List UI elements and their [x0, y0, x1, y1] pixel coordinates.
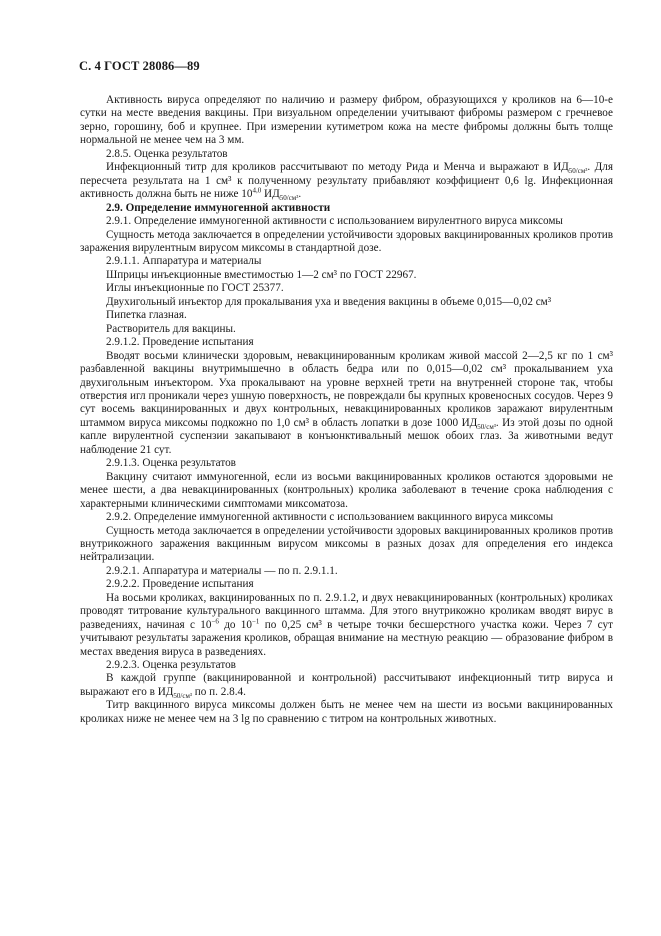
paragraph-titer-requirement: Титр вакцинного вируса миксомы должен быть не менее чем на шести из восьми вакцинированных кроликах ниже не менее чем на 3 lg по сравнению с титром на контрольных животных. [80, 699, 613, 725]
section-2-9-1-1: 2.9.1.1. Аппаратура и материалы [106, 255, 262, 268]
document-body [80, 94, 613, 726]
section-2-9-2: 2.9.2. Определение иммуногенной активности с использованием вакцинного вируса миксомы [106, 511, 554, 524]
paragraph-method-essence-1: Сущность метода заключается в определении устойчивости здоровых вакцинированных кроликов против заражения вирулентным вирусом миксомы в стандартной дозе. [80, 228, 613, 254]
paragraph-test-procedure-1: Вводят восьми клинически здоровым, невакцинированным кроликам живой массой 2—2,5 кг по 1 см³ разбавленной вакцины внутримышечно в область бедра или по 0,015—0,02 см³ прокалыванием уха двухигольным инъектором. Уха прокалывают на уровне верхней трети на внутренней стороне так, чтобы отверстия игл проникали через ушную поверхность, не повреждали бы крупных кровеносных сосудов. Через 9 сут восемь вакцинированных и двух контрольных, невакцинированных кроликов заражают вирулентным штаммом вируса миксомы подкожно по 1,0 см³ в область лопатки в дозе 1000 $ИД_{50/см^3}$. Из этой дозы по одной капле вирулентной суспензии закапывают в конъюнктивальный мешок обоих глаз. За животными ведут наблюдение 21 сут. [80, 349, 613, 456]
paragraph-infectious-titer: Инфекционный титр для кроликов рассчитывают по методу Рида и Менча и выражают в $ИД_{50/см^3}$. Для пересчета результата на 1 см³ к полученному результату прибавляют коэффициент 0,6 lg. Инфекционная активность должна быть не ниже 10$^{4,0}$ $ИД_{50/см^3}$. [80, 161, 613, 203]
section-2-9-1: 2.9.1. Определение иммуногенной активности с использованием вирулентного вируса миксомы [106, 215, 563, 228]
paragraph-virus-activity: Активность вируса определяют по наличию и размеру фибром, образующихся у кроликов на 6—10-е сутки на месте введения вакцины. При визуальном определении учитывают фибромы размером с гречневое зерно, горошину, боб и крупнее. При измерении кутиметром кожа на месте фибромы должны быть толще нормальной не менее чем на 3 мм. [80, 94, 613, 147]
item-pipette: Пипетка глазная. [106, 309, 187, 322]
paragraph-result-evaluation-1: Вакцину считают иммуногенной, если из восьми вакцинированных кроликов остаются здоровыми не менее шести, а два невакцинированных (контрольных) кролика заболевают в течение срока наблюдения с характерными клиническими симптомами миксоматоза. [80, 470, 613, 510]
section-2-9-1-3: 2.9.1.3. Оценка результатов [106, 457, 236, 470]
section-2-9-2-2: 2.9.2.2. Проведение испытания [106, 578, 254, 591]
item-needles: Иглы инъекционные по ГОСТ 25377. [106, 282, 284, 295]
section-2-8-5: 2.8.5. Оценка результатов [106, 147, 228, 160]
section-2-9-heading: 2.9. Определение иммуногенной активности [106, 201, 331, 214]
section-2-9-2-3: 2.9.2.3. Оценка результатов [106, 659, 236, 672]
section-2-9-2-1: 2.9.2.1. Аппаратура и материалы — по п. 2.9.1.1. [106, 564, 338, 577]
page-header: С. 4 ГОСТ 28086—89 [79, 59, 200, 73]
section-2-9-1-2: 2.9.1.2. Проведение испытания [106, 336, 254, 349]
item-solvent: Растворитель для вакцины. [106, 322, 236, 335]
item-syringes: Шприцы инъекционные вместимостью 1—2 см³ по ГОСТ 22967. [106, 268, 417, 281]
item-injector: Двухигольный инъектор для прокалывания уха и введения вакцины в объеме 0,015—0,02 см³ [106, 295, 552, 308]
paragraph-titer-calculation: В каждой группе (вакцинированной и контрольной) рассчитывают инфекционный титр вируса и выражают его в $ИД_{50/см^3}$ по п. 2.8.4. [80, 672, 613, 701]
paragraph-method-essence-2: Сущность метода заключается в определении устойчивости здоровых вакцинированных кроликов против внутрикожного заражения вакцинным вирусом миксомы в разных дозах для определения его индекса нейтрализации. [80, 524, 613, 564]
paragraph-test-procedure-2: На восьми кроликах, вакцинированных по п. 2.9.1.2, и двух невакцинированных (контрольных) кроликах проводят титрование культурального вакцинного штамма. Для этого внутрикожно кроликам вводят вирус в разведениях, начиная с $10^{-6}$ до $10^{-1}$ по 0,25 см³ в четыре точки бесшерстного участка кожи. Через 7 сут учитывают результаты заражения кроликов, обращая внимание на местную реакцию — образование фибром в местах введения вируса в разведениях. [80, 591, 613, 658]
